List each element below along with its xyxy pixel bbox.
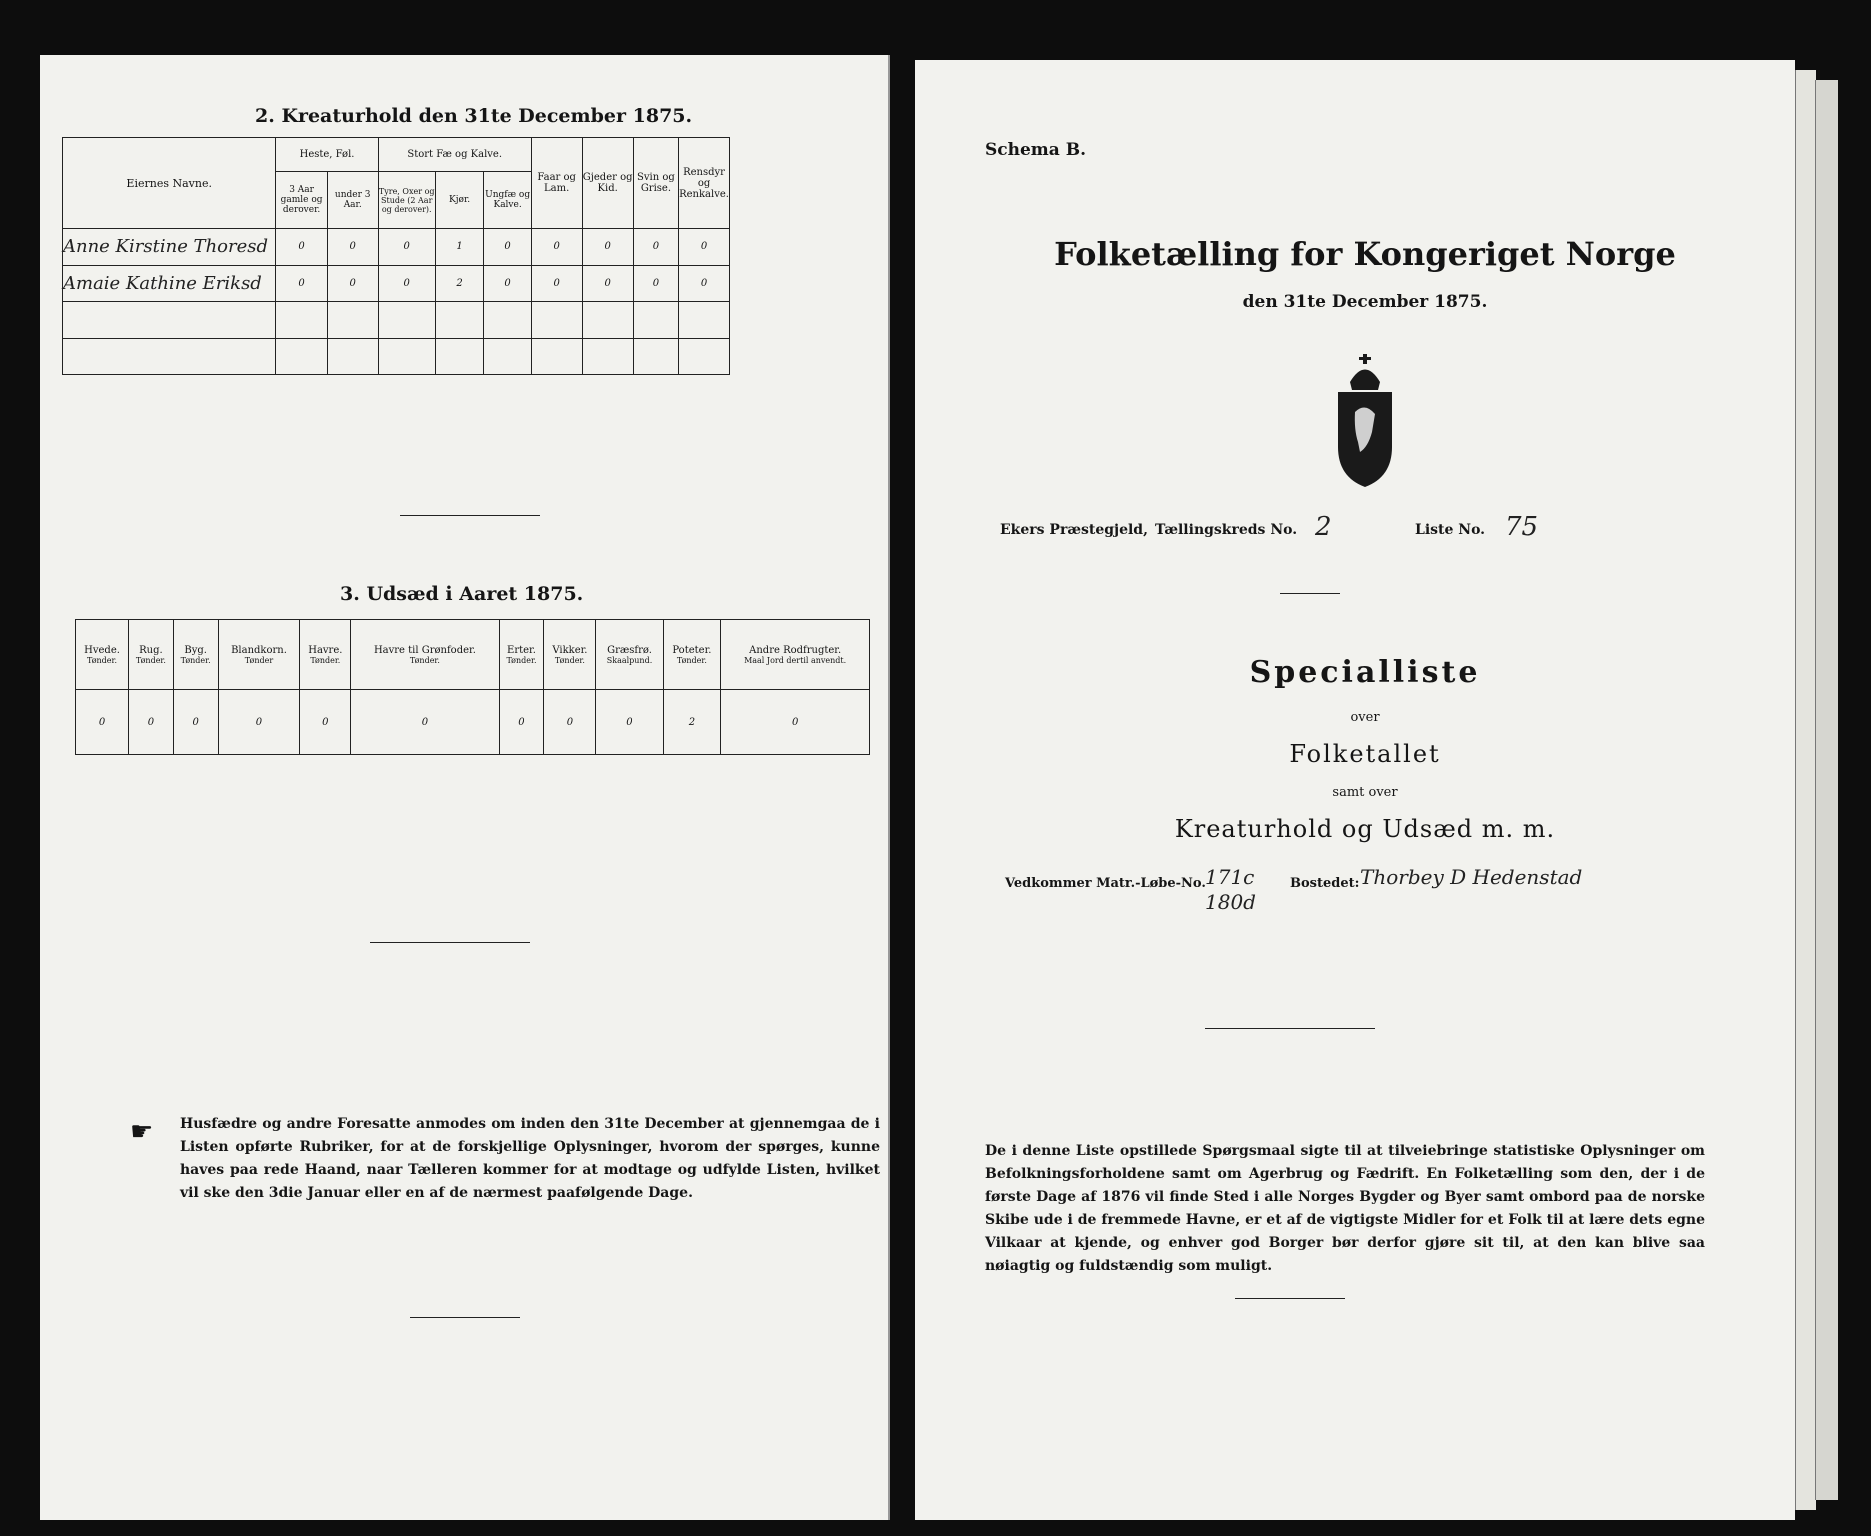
- livestock-cell: 0: [276, 229, 327, 265]
- livestock-cell: 2: [435, 265, 484, 301]
- specialliste-heading: Specialliste: [1249, 655, 1481, 690]
- seed-cell: 0: [129, 690, 174, 755]
- page-title: Folketælling for Kongeriget Norge: [1054, 235, 1676, 273]
- notice-text: Husfædre og andre Foresatte anmodes om inden den 31te December at gjennemgaa de i Listen opførte Rubriker, for at de forskjellige Oplysninger, hvorom der spørges, kunne haves paa rede Haand, naar Tælleren kommer for at modtage og udfylde Listen, hvilket vil ske den 3die Januar eller en af de nærmest paafølgende Dage.: [180, 1116, 880, 1201]
- seed-header: Erter. Tønder.: [499, 620, 544, 690]
- seed-header: Poteter. Tønder.: [663, 620, 721, 690]
- seed-cell: 0: [544, 690, 596, 755]
- livestock-cell: 0: [276, 265, 327, 301]
- district-value: 2: [1315, 512, 1332, 542]
- seed-header: Blandkorn. Tønder: [218, 620, 300, 690]
- livestock-cell: 0: [484, 229, 531, 265]
- seed-header: Hvede. Tønder.: [76, 620, 129, 690]
- livestock-table: [62, 137, 730, 375]
- cattle-header: Stort Fæ og Kalve.: [378, 138, 531, 172]
- livestock-cell: 0: [679, 265, 730, 301]
- page-edge: [1815, 80, 1838, 1500]
- livestock-cell: 0: [327, 229, 378, 265]
- goats-header: Gjeder og Kid.: [582, 138, 633, 229]
- parish-label: Ekers Præstegjeld,: [1000, 522, 1148, 538]
- matr-label: Vedkommer Matr.-Løbe-No.: [1005, 876, 1206, 891]
- seed-cell: 2: [663, 690, 721, 755]
- seed-header: Vikker. Tønder.: [544, 620, 596, 690]
- horses-old-header: 3 Aar gamle og derover.: [276, 172, 327, 229]
- seed-header: Andre Rodfrugter. Maal Jord dertil anvendt.: [721, 620, 870, 690]
- sheep-header: Faar og Lam.: [531, 138, 582, 229]
- livestock-cell: 0: [327, 265, 378, 301]
- table-row: [76, 690, 870, 755]
- livestock-cell: 0: [531, 229, 582, 265]
- list-label: Liste No.: [1415, 522, 1486, 538]
- matr-value-2: 180d: [1205, 890, 1256, 914]
- matr-value-1: 171c: [1205, 865, 1255, 889]
- divider: [1280, 593, 1340, 594]
- over-label: over: [1350, 710, 1380, 725]
- livestock-cell: 0: [633, 265, 678, 301]
- seed-cell: 0: [300, 690, 351, 755]
- calves-header: Ungfæ og Kalve.: [484, 172, 531, 229]
- section2-title: 2. Kreaturhold den 31te December 1875.: [255, 105, 693, 127]
- coat-of-arms-icon: [1330, 352, 1400, 492]
- intro-paragraph: De i denne Liste opstillede Spørgsmaal sigte til at tilveiebringe statistiske Oplysninger om Befolkningsforholdene samt om Agerbrug og Fædrift. En Folketælling som den, der i de første Dage af 1876 vil finde Sted i alle Norges Bygder og Byer samt ombord paa de norske Skibe ude i de fremmede Havne, er et af de vigtigste Midler for et Folk til at lære dets egne Vilkaar at kjende, og enhver god Borger bør derfor gjøre sit til, at den kan blive saa nøiagtig og fuldstændig som muligt.: [985, 1143, 1705, 1274]
- pigs-header: Svin og Grise.: [633, 138, 678, 229]
- livestock-cell: 1: [435, 229, 484, 265]
- table-row: [63, 302, 730, 338]
- reindeer-header: Rensdyr og Renkalve.: [679, 138, 730, 229]
- seed-cell: 0: [218, 690, 300, 755]
- section3-title: 3. Udsæd i Aaret 1875.: [340, 583, 584, 605]
- divider: [370, 942, 530, 943]
- owner-header: Eiernes Navne.: [63, 138, 276, 229]
- cows-header: Kjør.: [435, 172, 484, 229]
- left-page: [40, 55, 890, 1520]
- horses-header: Heste, Føl.: [276, 138, 378, 172]
- seed-header: Rug. Tønder.: [129, 620, 174, 690]
- livestock-cell: 0: [633, 229, 678, 265]
- seed-cell: 0: [76, 690, 129, 755]
- seed-header: Havre til Grønfoder. Tønder.: [351, 620, 499, 690]
- list-value: 75: [1505, 512, 1539, 542]
- livestock-cell: 0: [582, 265, 633, 301]
- folketallet-heading: Folketallet: [1289, 740, 1441, 768]
- pointing-hand-icon: ☛: [130, 1117, 154, 1147]
- livestock-cell: 0: [378, 265, 435, 301]
- seed-cell: 0: [173, 690, 218, 755]
- livestock-cell: 0: [679, 229, 730, 265]
- table-row: [63, 229, 730, 265]
- samt-over-label: samt over: [1332, 785, 1398, 800]
- seed-cell: 0: [351, 690, 499, 755]
- divider: [1235, 1298, 1345, 1299]
- page-edge: [1795, 70, 1816, 1510]
- bosted-value: Thorbey D Hedenstad: [1360, 865, 1583, 889]
- seed-table: [75, 619, 870, 755]
- divider: [410, 1317, 520, 1318]
- owner-name: Anne Kirstine Thoresd: [63, 229, 276, 265]
- seed-header: Havre. Tønder.: [300, 620, 351, 690]
- schema-label: Schema B.: [985, 140, 1087, 160]
- divider: [1205, 1028, 1375, 1029]
- right-page: [915, 60, 1795, 1520]
- seed-cell: 0: [596, 690, 663, 755]
- seed-header: Græsfrø. Skaalpund.: [596, 620, 663, 690]
- livestock-cell: 0: [378, 229, 435, 265]
- table-row: [63, 338, 730, 375]
- kreaturhold-heading: Kreaturhold og Udsæd m. m.: [1174, 815, 1556, 843]
- bulls-header: Tyre, Oxer og Stude (2 Aar og derover).: [378, 172, 435, 229]
- district-label: Tællingskreds No.: [1155, 522, 1298, 538]
- owner-name: Amaie Kathine Eriksd: [63, 265, 276, 301]
- livestock-cell: 0: [531, 265, 582, 301]
- seed-cell: 0: [499, 690, 544, 755]
- table-row: [63, 265, 730, 301]
- livestock-cell: 0: [484, 265, 531, 301]
- seed-cell: 0: [721, 690, 870, 755]
- page-date: den 31te December 1875.: [1242, 292, 1488, 312]
- livestock-cell: 0: [582, 229, 633, 265]
- seed-header: Byg. Tønder.: [173, 620, 218, 690]
- horses-young-header: under 3 Aar.: [327, 172, 378, 229]
- bosted-label: Bostedet:: [1290, 876, 1360, 891]
- divider: [400, 515, 540, 516]
